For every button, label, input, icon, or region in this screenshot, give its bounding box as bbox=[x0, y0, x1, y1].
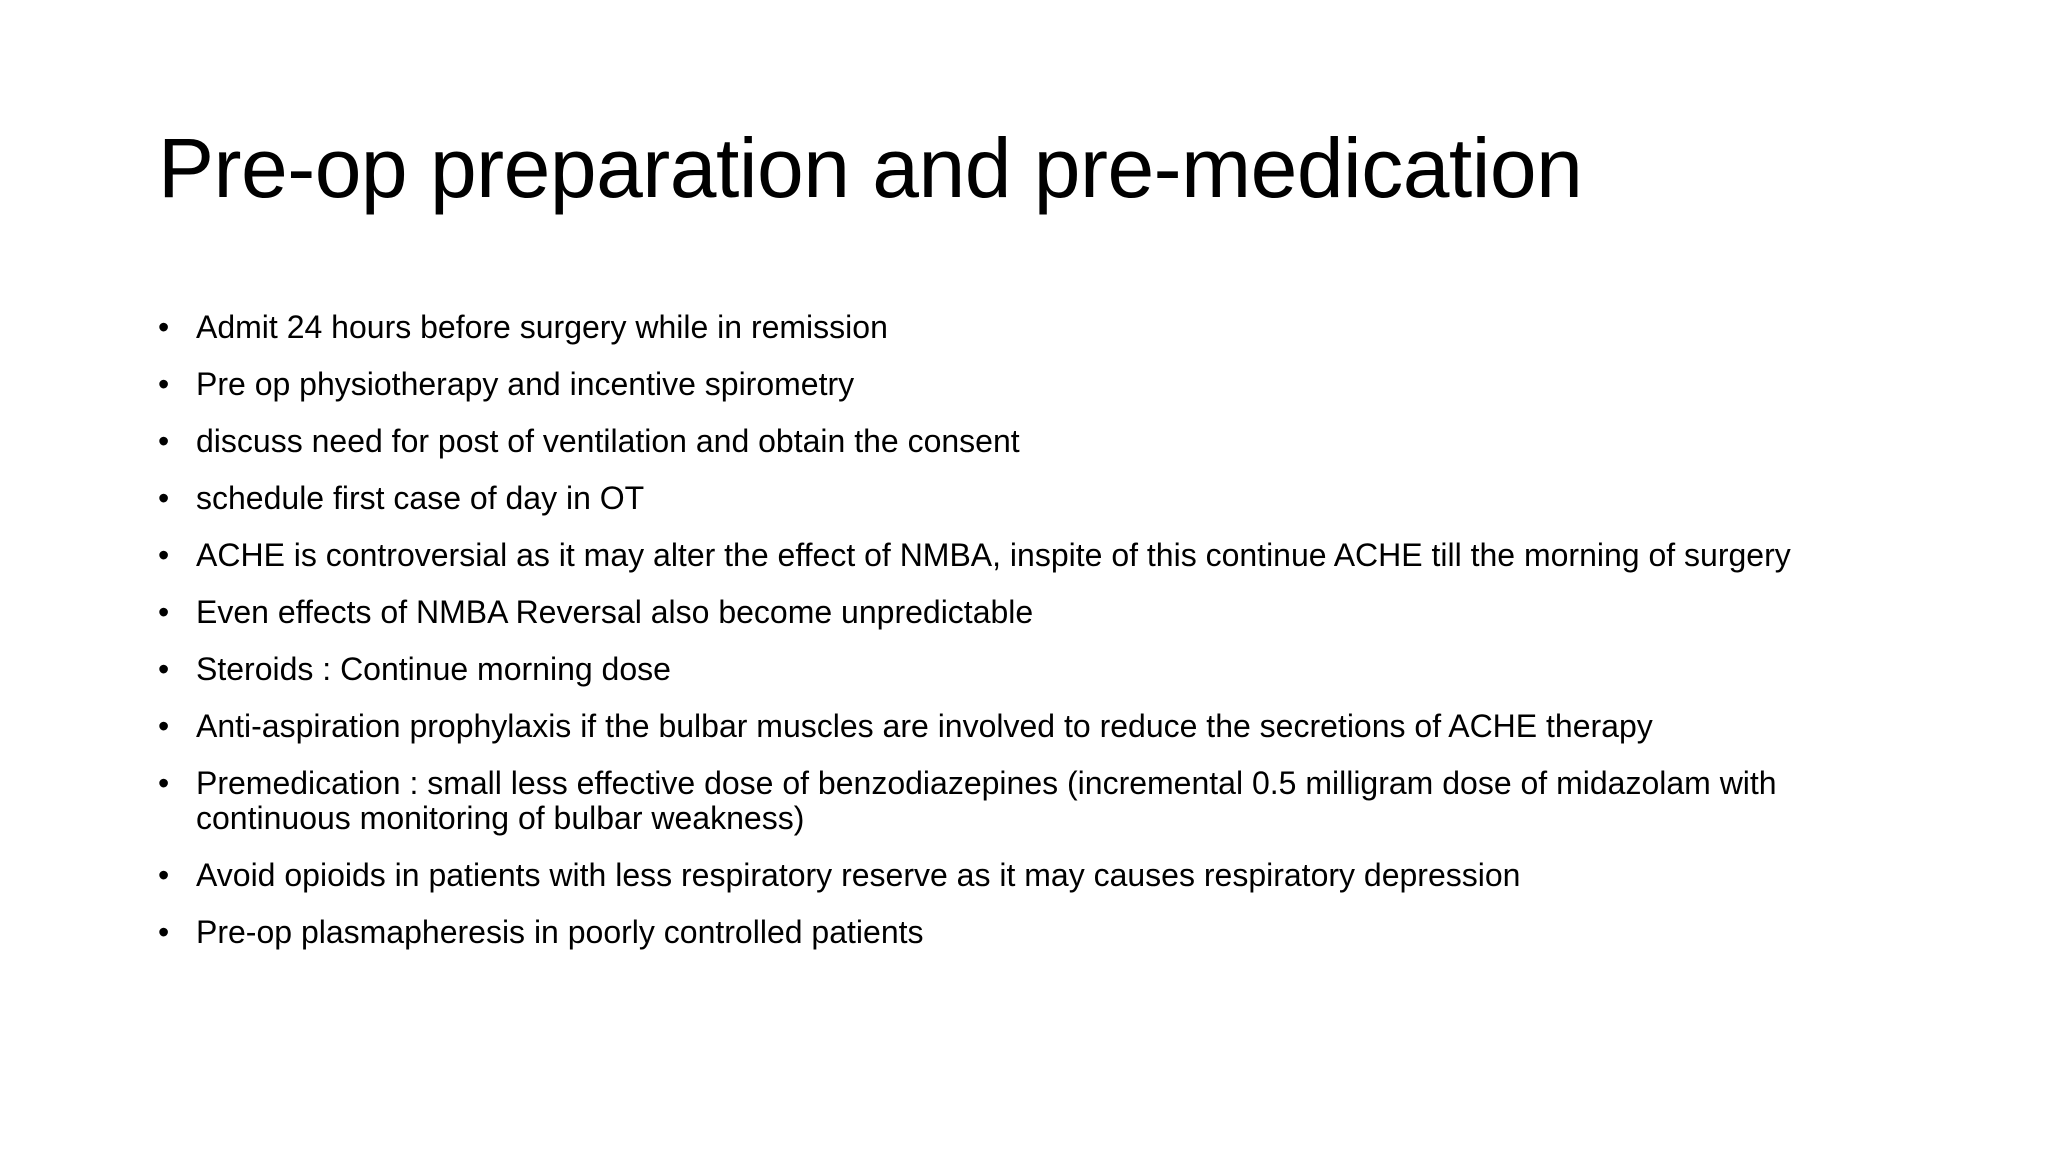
bullet-text: ACHE is controversial as it may alter the effect of NMBA, inspite of this continue ACHE till the morning of surgery bbox=[196, 537, 1791, 573]
list-item bbox=[158, 858, 1898, 893]
bullet-text: Pre op physiotherapy and incentive spirometry bbox=[196, 366, 855, 402]
list-item bbox=[158, 766, 1898, 836]
bullet-marker: • bbox=[158, 765, 170, 801]
bullet-marker: • bbox=[158, 423, 170, 459]
bullet-text: Even effects of NMBA Reversal also become unpredictable bbox=[196, 594, 1034, 630]
bullet-marker: • bbox=[158, 366, 170, 402]
bullet-marker: • bbox=[158, 651, 170, 687]
bullet-marker: • bbox=[158, 914, 170, 950]
bullet-marker: • bbox=[158, 708, 170, 744]
bullet-marker: • bbox=[158, 537, 170, 573]
bullet-marker: • bbox=[158, 480, 170, 516]
bullet-text: Steroids : Continue morning dose bbox=[196, 651, 671, 687]
bullet-text: discuss need for post of ventilation and obtain the consent bbox=[196, 423, 1020, 459]
list-item bbox=[158, 709, 1898, 744]
list-item bbox=[158, 652, 1898, 687]
list-item bbox=[158, 310, 1898, 345]
list-item bbox=[158, 424, 1898, 459]
bullet-marker: • bbox=[158, 594, 170, 630]
list-item bbox=[158, 538, 1898, 573]
bullet-marker: • bbox=[158, 309, 170, 345]
bullet-text: Premedication : small less effective dose of benzodiazepines (incremental 0.5 milligram dose of midazolam with continuous monitoring of bulbar weakness) bbox=[196, 765, 1777, 836]
bullet-list bbox=[158, 310, 1898, 972]
bullet-marker: • bbox=[158, 857, 170, 893]
list-item bbox=[158, 367, 1898, 402]
bullet-text: Pre-op plasmapheresis in poorly controlled patients bbox=[196, 914, 924, 950]
bullet-text: Avoid opioids in patients with less respiratory reserve as it may causes respiratory depression bbox=[196, 857, 1521, 893]
slide-title: Pre-op preparation and pre-medication bbox=[158, 121, 1583, 215]
list-item bbox=[158, 595, 1898, 630]
list-item bbox=[158, 915, 1898, 950]
bullet-text: Admit 24 hours before surgery while in remission bbox=[196, 309, 888, 345]
bullet-text: schedule first case of day in OT bbox=[196, 480, 645, 516]
bullet-text: Anti-aspiration prophylaxis if the bulbar muscles are involved to reduce the secretions of ACHE therapy bbox=[196, 708, 1653, 744]
list-item bbox=[158, 481, 1898, 516]
